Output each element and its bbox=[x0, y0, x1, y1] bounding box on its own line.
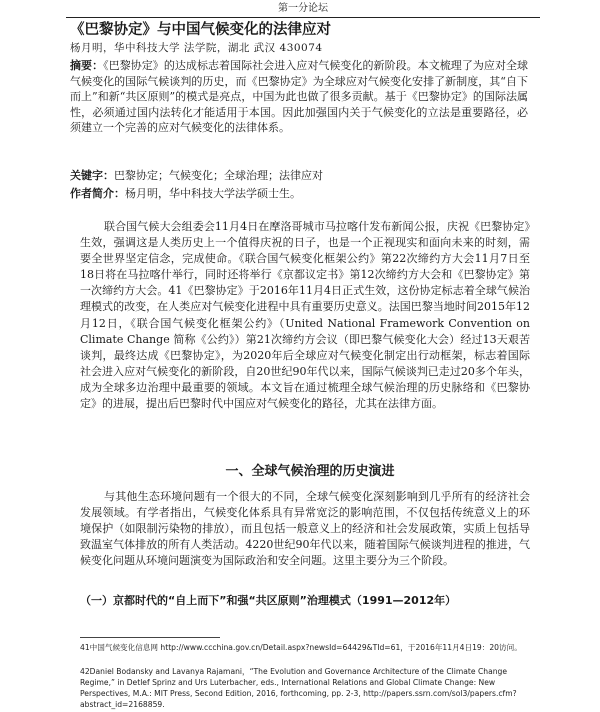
abstract bbox=[70, 58, 528, 136]
section-heading: 一、全球气候治理的历史演进 bbox=[225, 464, 395, 479]
footnote-divider bbox=[80, 637, 220, 638]
intro-paragraph: 联合国气候大会组委会11月4日在摩洛哥城市马拉喀什发布新闻公报，庆祝《巴黎协定》生效，强调这是人类历史上一个值得庆祝的日子，也是一个正视现实和面向未来的时刻，需要全世界坚定信念，完成使命。《联合国气候变化框架公约》第22次缔约方大会11月7日至18日将在马拉喀什举行，同时还将举行《京都议定书》第12次缔约方大会和《巴黎协定》第一次缔约方大会。41《巴黎协定》于2016年11月4日正式生效，这份协定标志着全球气候治理模式的改变，在人类应对气候变化进程中具有重要历史意义。法国巴黎当地时间2015年12月12日，《联合国气候变化框架公约》（United National Framework Convention on Climate Change 简称《公约》）第21次缔约方会议（即巴黎气候变化大会）经过13天艰苦谈判，最终达成《巴黎协定》，为2020年后全球应对气候变化制定出行动框架，标志着国际社会进入应对气候变化的新阶段，自20世纪90年代以来，国际气候谈判已走过20多个年头，成为全球多边治理中最重要的领域。本文旨在通过梳理全球气候治理的历史脉络和《巴黎协定》的进展，提出后巴黎时代中国应对气候变化的路径，尤其在法律方面。 bbox=[80, 220, 530, 411]
author-intro-text: 杨月明，华中科技大学法学硕士生。 bbox=[125, 187, 301, 200]
abstract-label: 摘要： bbox=[70, 59, 104, 72]
keywords bbox=[70, 168, 528, 183]
author-intro bbox=[70, 186, 528, 201]
keywords-label: 关键字： bbox=[70, 169, 114, 182]
author-intro-label: 作者简介： bbox=[70, 187, 125, 200]
article-title: 《巴黎协定》与中国气候变化的法律应对 bbox=[70, 22, 331, 38]
subsection-heading: （一）京都时代的“自上而下”和强“共区原则”治理模式（1991—2012年） bbox=[80, 594, 457, 607]
keywords-text: 巴黎协定；气候变化；全球治理；法律应对 bbox=[114, 169, 323, 182]
abstract-text: 《巴黎协定》的达成标志着国际社会进入应对气候变化的新阶段。本文梳理了为应对全球气候变化的国际气候谈判的历史，而《巴黎协定》为全球应对气候变化安排了新制度，其“自下而上”和新“共区原则”的模式是亮点，中国为此也做了很多贡献。基于《巴黎协定》的国际法属性，必须通过国内法转化才能适用于本国。因此加强国内关于气候变化的立法是重要路径，必须建立一个完善的应对气候变化的法律体系。 bbox=[70, 59, 529, 135]
footnote-41: 41中国气候变化信息网 http://www.ccchina.gov.cn/Detail.aspx?newsId=64429&TId=61，于2016年11月4日19：20访问。 bbox=[80, 643, 522, 652]
footnote-42: 42Daniel Bodansky and Lavanya Rajamani，“The Evolution and Governance Architecture of the Climate Change Regime,” in Detlef Sprinz and Urs Luterbacher, eds., International Relations and Global Climate Change: New Perspectives, M.A.: MIT Press, Second Edition, 2016, forthcoming, pp. 2-3, http://papers.ssrn.com/sol3/papers.cfm?abstract_id=2168859. bbox=[80, 667, 517, 709]
author-line: 杨月明，华中科技大学 法学院，湖北 武汉 430074 bbox=[70, 42, 323, 54]
section-paragraph: 与其他生态环境问题有一个很大的不同，全球气候变化深刻影响到几乎所有的经济社会发展领域。有学者指出，气候变化体系具有异常宽泛的影响范围，不仅包括传统意义上的环境保护（如限制污染物的排放），而且包括一般意义上的经济和社会发展政策，实质上包括导致温室气体排放的所有人类活动。4220世纪90年代以来，随着国际气候谈判进程的推进，气候变化问题从环境问题演变为国际政治和安全问题。这里主要分为三个阶段。 bbox=[80, 490, 530, 568]
running-head: 第一分论坛 bbox=[66, 2, 540, 18]
